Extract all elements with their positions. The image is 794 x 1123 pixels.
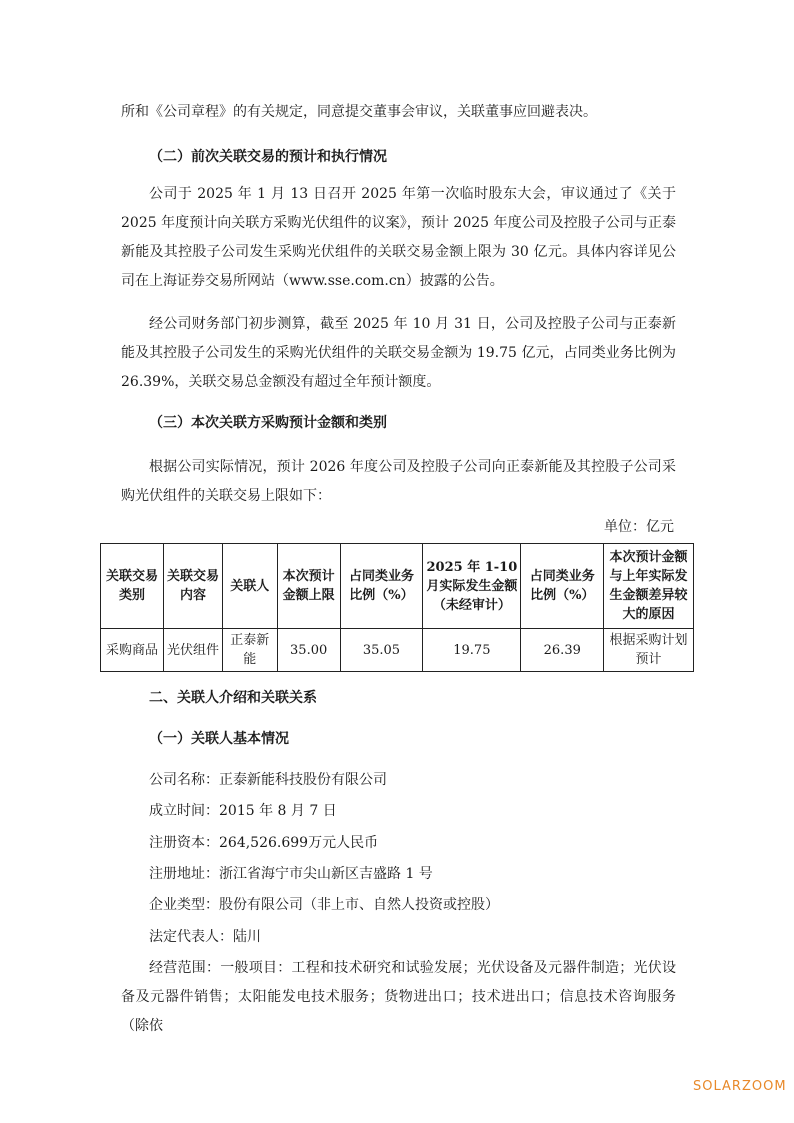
company-type: 企业类型：股份有限公司（非上市、自然人投资或控股） xyxy=(149,897,499,913)
table-cell: 根据采购计划预计 xyxy=(604,629,694,672)
table-header-cell: 占同类业务比例（%） xyxy=(521,544,604,629)
company-address: 注册地址：浙江省海宁市尖山新区吉盛路 1 号 xyxy=(149,866,433,882)
watermark-logo: SOLARZOOM xyxy=(693,1079,787,1094)
unit-label: 单位：亿元 xyxy=(604,519,674,535)
table-header-cell: 本次预计金额上限 xyxy=(277,544,340,629)
intro-line: 所和《公司章程》的有关规定，同意提交董事会审议，关联董事应回避表决。 xyxy=(121,104,597,120)
table-row xyxy=(101,629,694,672)
table-header-row xyxy=(101,544,694,629)
company-established: 成立时间：2015 年 8 月 7 日 xyxy=(149,803,337,819)
prev-paragraph-2: 经公司财务部门初步测算，截至 2025 年 10 月 31 日，公司及控股子公司与正泰新能及其控股子公司发生的采购光伏组件的关联交易金额为 19.75 亿元，占同类业务比例为 26.39%，关联交易总金额没有超过全年预计额度。 xyxy=(121,316,676,390)
table-cell: 19.75 xyxy=(423,629,521,672)
table-header-cell: 占同类业务比例（%） xyxy=(340,544,423,629)
table-cell: 26.39 xyxy=(521,629,604,672)
section2-sub-title: （一）关联人基本情况 xyxy=(149,731,289,747)
company-capital: 注册资本：264,526.699万元人民币 xyxy=(149,835,379,851)
table-cell: 正泰新能 xyxy=(222,629,277,672)
estimate-table xyxy=(100,543,694,672)
section-estimate-title: （三）本次关联方采购预计金额和类别 xyxy=(149,415,387,431)
section-prev-title: （二）前次关联交易的预计和执行情况 xyxy=(149,149,387,165)
prev-paragraph-1: 公司于 2025 年 1 月 13 日召开 2025 年第一次临时股东大会，审议通过了《关于 2025 年度预计向关联方采购光伏组件的议案》，预计 2025 年度公司及控股子公司与正泰新能及其控股子公司发生采购光伏组件的关联交易金额上限为 30 亿元。具体内容详见公司在上海证券交易所网站（www.sse.com.cn）披露的公告。 xyxy=(121,186,676,289)
section2-title: 二、关联人介绍和关联关系 xyxy=(149,690,317,706)
table-cell: 采购商品 xyxy=(101,629,164,672)
table-cell: 光伏组件 xyxy=(164,629,223,672)
estimate-paragraph: 根据公司实际情况，预计 2026 年度公司及控股子公司向正泰新能及其控股子公司采购光伏组件的关联交易上限如下： xyxy=(121,459,676,504)
table-cell: 35.00 xyxy=(277,629,340,672)
table-header-cell: 本次预计金额与上年实际发生金额差异较大的原因 xyxy=(604,544,694,629)
company-legal-rep: 法定代表人：陆川 xyxy=(149,929,261,945)
table-header-cell: 关联人 xyxy=(222,544,277,629)
company-name: 公司名称：正泰新能科技股份有限公司 xyxy=(149,772,387,788)
company-scope: 经营范围：一般项目：工程和技术研究和试验发展；光伏设备及元器件制造；光伏设备及元器件销售；太阳能发电技术服务；货物进出口；技术进出口；信息技术咨询服务（除依 xyxy=(121,960,676,1034)
table-header-cell: 2025 年 1-10 月实际发生金额（未经审计） xyxy=(423,544,521,629)
table-header-cell: 关联交易内容 xyxy=(164,544,223,629)
table-cell: 35.05 xyxy=(340,629,423,672)
table-header-cell: 关联交易类别 xyxy=(101,544,164,629)
